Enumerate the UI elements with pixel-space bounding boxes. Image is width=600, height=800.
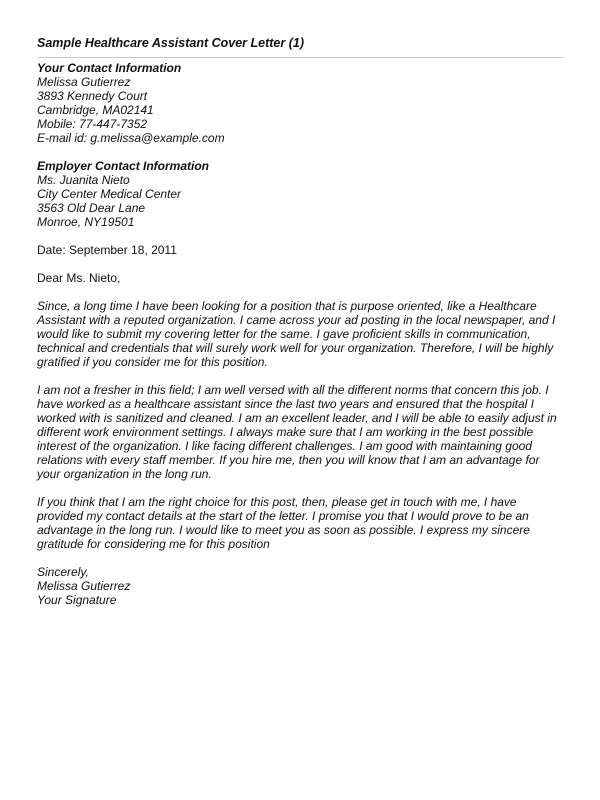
paragraph-line: Assistant with a reputed organization. I came across your ad posting in the local newspaper, and I xyxy=(37,313,556,327)
your-contact-line: 3893 Kennedy Court xyxy=(37,89,148,103)
paragraph-line: would like to submit my covering letter for the same. I gave proficient skills in communication, xyxy=(37,327,531,341)
paragraph-line: different work environment settings. I always make sure that I am working in the best possible xyxy=(37,425,534,439)
employer-contact-line: Ms. Juanita Nieto xyxy=(37,173,130,187)
spacer xyxy=(37,229,565,243)
your-contact-line: Cambridge, MA02141 xyxy=(37,103,154,117)
employer-contact-line: Monroe, NY19501 xyxy=(37,215,135,229)
spacer xyxy=(37,369,565,383)
paragraph-line: worked with is sanitized and cleaned. I am an excellent leader, and I will be able to easily adjust in xyxy=(37,411,557,425)
employer-contact-line: City Center Medical Center xyxy=(37,187,182,201)
paragraph-line: relations with every staff member. If you hire me, then you will know that I am an advantage for xyxy=(37,453,540,467)
spacer xyxy=(37,145,565,159)
paragraph-2 xyxy=(37,383,565,481)
signer-name: Melissa Gutierrez xyxy=(37,579,131,593)
spacer xyxy=(37,481,565,495)
your-contact-section xyxy=(37,61,565,145)
closing-section xyxy=(37,565,565,607)
paragraph-line: I am not a fresher in this field; I am well versed with all the different norms that concern this job. I xyxy=(37,383,549,397)
paragraph-line: Since, a long time I have been looking for a position that is purpose oriented, like a Healthcare xyxy=(37,299,537,313)
paragraph-line: interest of the organization. I like facing different challenges. I am good with maintaining good xyxy=(37,439,532,453)
paragraph-line: provided my contact details at the start of the letter. I promise you that I would prove to be an xyxy=(37,509,529,523)
paragraph-line: advantage in the long run. I would like to meet you as soon as possible. I express my sincere xyxy=(37,523,530,537)
employer-contact-heading: Employer Contact Information xyxy=(37,159,210,173)
employer-contact-line: 3563 Old Dear Lane xyxy=(37,201,146,215)
your-contact-heading: Your Contact Information xyxy=(37,61,182,75)
paragraph-1 xyxy=(37,299,565,369)
paragraph-3 xyxy=(37,495,565,551)
document-title: Sample Healthcare Assistant Cover Letter (1) xyxy=(37,36,304,50)
spacer xyxy=(37,285,565,299)
paragraph-line: gratitude for considering me for this position xyxy=(37,537,270,551)
spacer xyxy=(37,551,565,565)
your-contact-line: E-mail id: g.melissa@example.com xyxy=(37,131,225,145)
title-divider xyxy=(37,57,563,58)
letter-body xyxy=(37,61,565,607)
paragraph-line: gratified if you consider me for this position. xyxy=(37,355,268,369)
paragraph-line: have worked as a healthcare assistant since the last two years and ensured that the hospital I xyxy=(37,397,534,411)
paragraph-line: If you think that I am the right choice for this post, then, please get in touch with me, I have xyxy=(37,495,517,509)
your-contact-line: Mobile: 77-447-7352 xyxy=(37,117,148,131)
salutation: Dear Ms. Nieto, xyxy=(37,271,121,285)
closing-line: Sincerely, xyxy=(37,565,89,579)
signature-line: Your Signature xyxy=(37,593,117,607)
paragraph-line: technical and credentials that will surely work well for your organization. Therefore, I will be highly xyxy=(37,341,554,355)
your-contact-line: Melissa Gutierrez xyxy=(37,75,131,89)
spacer xyxy=(37,257,565,271)
employer-contact-section xyxy=(37,159,565,229)
letter-date: Date: September 18, 2011 xyxy=(37,243,177,257)
paragraph-line: your organization in the long run. xyxy=(37,467,212,481)
